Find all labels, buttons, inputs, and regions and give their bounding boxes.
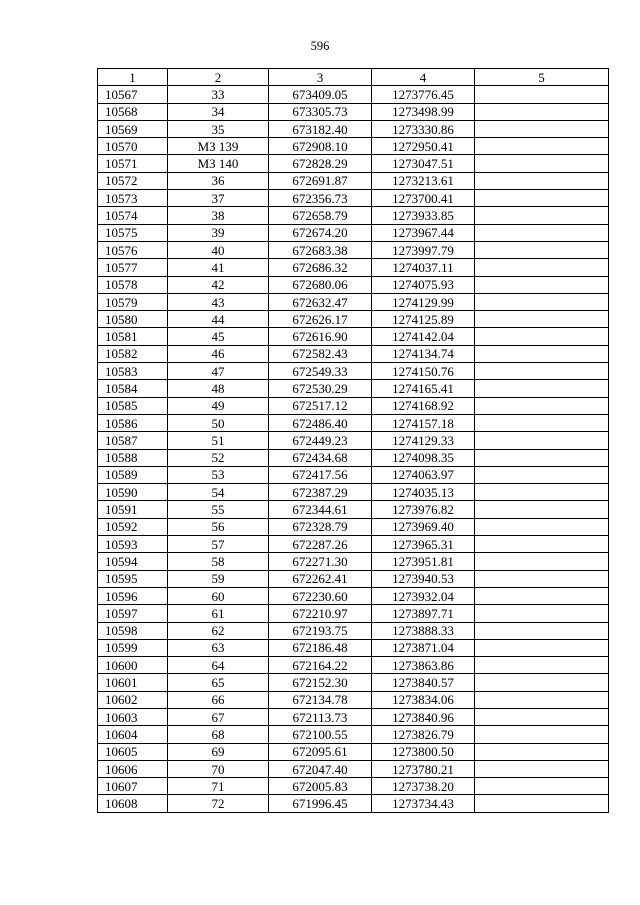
cell-y-coordinate: 1274037.11: [372, 259, 475, 276]
cell-point-id: МЗ 140: [168, 155, 269, 172]
cell-note: [475, 138, 609, 155]
cell-note: [475, 414, 609, 431]
cell-note: [475, 657, 609, 674]
table-row: [98, 778, 609, 795]
cell-row-number: 10587: [98, 432, 168, 449]
cell-x-coordinate: 672530.29: [269, 380, 372, 397]
cell-y-coordinate: 1273738.20: [372, 778, 475, 795]
cell-y-coordinate: 1273780.21: [372, 760, 475, 777]
cell-x-coordinate: 672686.32: [269, 259, 372, 276]
cell-point-id: 50: [168, 414, 269, 431]
cell-x-coordinate: 672658.79: [269, 207, 372, 224]
cell-note: [475, 795, 609, 812]
cell-point-id: 43: [168, 293, 269, 310]
cell-row-number: 10583: [98, 363, 168, 380]
cell-y-coordinate: 1274142.04: [372, 328, 475, 345]
table-row: [98, 120, 609, 137]
cell-point-id: 53: [168, 466, 269, 483]
cell-x-coordinate: 672691.87: [269, 172, 372, 189]
table-row: [98, 501, 609, 518]
cell-y-coordinate: 1273965.31: [372, 536, 475, 553]
cell-row-number: 10588: [98, 449, 168, 466]
cell-x-coordinate: 672344.61: [269, 501, 372, 518]
header-row: [98, 69, 609, 86]
cell-y-coordinate: 1273800.50: [372, 743, 475, 760]
cell-point-id: 69: [168, 743, 269, 760]
cell-row-number: 10571: [98, 155, 168, 172]
cell-y-coordinate: 1274150.76: [372, 363, 475, 380]
cell-row-number: 10573: [98, 190, 168, 207]
table-row: [98, 190, 609, 207]
cell-note: [475, 484, 609, 501]
cell-x-coordinate: 672230.60: [269, 587, 372, 604]
cell-x-coordinate: 673305.73: [269, 103, 372, 120]
cell-y-coordinate: 1273932.04: [372, 587, 475, 604]
cell-x-coordinate: 672582.43: [269, 345, 372, 362]
cell-point-id: 38: [168, 207, 269, 224]
cell-x-coordinate: 672417.56: [269, 466, 372, 483]
cell-note: [475, 501, 609, 518]
cell-x-coordinate: 672262.41: [269, 570, 372, 587]
cell-x-coordinate: 672486.40: [269, 414, 372, 431]
cell-y-coordinate: 1274129.99: [372, 293, 475, 310]
cell-note: [475, 674, 609, 691]
cell-point-id: 56: [168, 518, 269, 535]
table-body: [98, 86, 609, 812]
table-row: [98, 553, 609, 570]
cell-point-id: 49: [168, 397, 269, 414]
cell-point-id: 65: [168, 674, 269, 691]
table-row: [98, 691, 609, 708]
cell-row-number: 10604: [98, 726, 168, 743]
cell-point-id: 46: [168, 345, 269, 362]
cell-row-number: 10570: [98, 138, 168, 155]
cell-note: [475, 103, 609, 120]
cell-note: [475, 259, 609, 276]
cell-x-coordinate: 672626.17: [269, 311, 372, 328]
cell-x-coordinate: 672095.61: [269, 743, 372, 760]
cell-note: [475, 760, 609, 777]
header-col-4: 4: [372, 69, 475, 86]
cell-note: [475, 328, 609, 345]
cell-x-coordinate: 672186.48: [269, 639, 372, 656]
table-row: [98, 795, 609, 812]
cell-row-number: 10593: [98, 536, 168, 553]
table-row: [98, 172, 609, 189]
cell-point-id: 70: [168, 760, 269, 777]
cell-row-number: 10602: [98, 691, 168, 708]
cell-x-coordinate: 672549.33: [269, 363, 372, 380]
cell-note: [475, 397, 609, 414]
cell-note: [475, 311, 609, 328]
cell-note: [475, 345, 609, 362]
cell-row-number: 10608: [98, 795, 168, 812]
cell-x-coordinate: 672287.26: [269, 536, 372, 553]
cell-y-coordinate: 1274157.18: [372, 414, 475, 431]
cell-row-number: 10572: [98, 172, 168, 189]
cell-point-id: 63: [168, 639, 269, 656]
cell-row-number: 10601: [98, 674, 168, 691]
cell-note: [475, 466, 609, 483]
cell-row-number: 10578: [98, 276, 168, 293]
cell-row-number: 10577: [98, 259, 168, 276]
header-col-1: 1: [98, 69, 168, 86]
cell-row-number: 10595: [98, 570, 168, 587]
cell-x-coordinate: 672210.97: [269, 605, 372, 622]
cell-point-id: 54: [168, 484, 269, 501]
cell-y-coordinate: 1273940.53: [372, 570, 475, 587]
cell-row-number: 10569: [98, 120, 168, 137]
cell-point-id: 62: [168, 622, 269, 639]
cell-x-coordinate: 672113.73: [269, 708, 372, 725]
cell-point-id: 34: [168, 103, 269, 120]
table-row: [98, 155, 609, 172]
table-row: [98, 380, 609, 397]
table-row: [98, 259, 609, 276]
cell-note: [475, 587, 609, 604]
cell-row-number: 10580: [98, 311, 168, 328]
cell-x-coordinate: 672908.10: [269, 138, 372, 155]
cell-point-id: 37: [168, 190, 269, 207]
table-row: [98, 570, 609, 587]
cell-y-coordinate: 1273840.96: [372, 708, 475, 725]
cell-y-coordinate: 1273840.57: [372, 674, 475, 691]
table-row: [98, 328, 609, 345]
cell-point-id: 64: [168, 657, 269, 674]
table-row: [98, 414, 609, 431]
cell-x-coordinate: 672134.78: [269, 691, 372, 708]
cell-y-coordinate: 1274125.89: [372, 311, 475, 328]
cell-y-coordinate: 1273826.79: [372, 726, 475, 743]
cell-row-number: 10585: [98, 397, 168, 414]
table-row: [98, 276, 609, 293]
cell-point-id: 60: [168, 587, 269, 604]
cell-row-number: 10584: [98, 380, 168, 397]
cell-y-coordinate: 1273897.71: [372, 605, 475, 622]
cell-y-coordinate: 1274168.92: [372, 397, 475, 414]
cell-note: [475, 605, 609, 622]
cell-x-coordinate: 672683.38: [269, 241, 372, 258]
cell-point-id: 51: [168, 432, 269, 449]
cell-x-coordinate: 671996.45: [269, 795, 372, 812]
cell-note: [475, 190, 609, 207]
cell-note: [475, 518, 609, 535]
cell-note: [475, 743, 609, 760]
cell-point-id: 35: [168, 120, 269, 137]
cell-y-coordinate: 1273776.45: [372, 86, 475, 103]
cell-point-id: 40: [168, 241, 269, 258]
table-row: [98, 587, 609, 604]
cell-point-id: 48: [168, 380, 269, 397]
cell-x-coordinate: 672680.06: [269, 276, 372, 293]
cell-y-coordinate: 1273863.86: [372, 657, 475, 674]
cell-x-coordinate: 672164.22: [269, 657, 372, 674]
cell-row-number: 10579: [98, 293, 168, 310]
cell-y-coordinate: 1273888.33: [372, 622, 475, 639]
cell-point-id: МЗ 139: [168, 138, 269, 155]
table-row: [98, 345, 609, 362]
cell-note: [475, 778, 609, 795]
table-row: [98, 605, 609, 622]
cell-point-id: 45: [168, 328, 269, 345]
table-row: [98, 449, 609, 466]
cell-x-coordinate: 672828.29: [269, 155, 372, 172]
cell-row-number: 10591: [98, 501, 168, 518]
cell-row-number: 10603: [98, 708, 168, 725]
cell-point-id: 33: [168, 86, 269, 103]
table-row: [98, 311, 609, 328]
cell-y-coordinate: 1273969.40: [372, 518, 475, 535]
cell-y-coordinate: 1274098.35: [372, 449, 475, 466]
cell-note: [475, 207, 609, 224]
cell-x-coordinate: 672193.75: [269, 622, 372, 639]
table-row: [98, 241, 609, 258]
cell-x-coordinate: 672449.23: [269, 432, 372, 449]
header-col-3: 3: [269, 69, 372, 86]
cell-row-number: 10590: [98, 484, 168, 501]
cell-y-coordinate: 1274063.97: [372, 466, 475, 483]
header-col-5: 5: [475, 69, 609, 86]
cell-x-coordinate: 672674.20: [269, 224, 372, 241]
table-row: [98, 518, 609, 535]
cell-row-number: 10600: [98, 657, 168, 674]
cell-row-number: 10575: [98, 224, 168, 241]
cell-x-coordinate: 672100.55: [269, 726, 372, 743]
header-col-2: 2: [168, 69, 269, 86]
cell-point-id: 66: [168, 691, 269, 708]
cell-note: [475, 120, 609, 137]
cell-note: [475, 172, 609, 189]
cell-x-coordinate: 672632.47: [269, 293, 372, 310]
cell-point-id: 61: [168, 605, 269, 622]
cell-point-id: 71: [168, 778, 269, 795]
cell-point-id: 55: [168, 501, 269, 518]
table-row: [98, 536, 609, 553]
table-row: [98, 466, 609, 483]
cell-y-coordinate: 1273047.51: [372, 155, 475, 172]
cell-note: [475, 639, 609, 656]
page-number: 596: [310, 39, 330, 53]
table-row: [98, 86, 609, 103]
table-row: [98, 726, 609, 743]
cell-point-id: 52: [168, 449, 269, 466]
table-row: [98, 293, 609, 310]
table-row: [98, 674, 609, 691]
cell-row-number: 10574: [98, 207, 168, 224]
cell-note: [475, 691, 609, 708]
cell-row-number: 10576: [98, 241, 168, 258]
cell-y-coordinate: 1273834.06: [372, 691, 475, 708]
cell-x-coordinate: 673182.40: [269, 120, 372, 137]
cell-row-number: 10596: [98, 587, 168, 604]
cell-note: [475, 293, 609, 310]
cell-note: [475, 708, 609, 725]
cell-point-id: 44: [168, 311, 269, 328]
table-row: [98, 760, 609, 777]
table-row: [98, 138, 609, 155]
table-row: [98, 224, 609, 241]
cell-row-number: 10594: [98, 553, 168, 570]
cell-y-coordinate: 1273734.43: [372, 795, 475, 812]
cell-x-coordinate: 672271.30: [269, 553, 372, 570]
cell-row-number: 10592: [98, 518, 168, 535]
table-row: [98, 432, 609, 449]
cell-note: [475, 380, 609, 397]
cell-x-coordinate: 672434.68: [269, 449, 372, 466]
cell-row-number: 10597: [98, 605, 168, 622]
cell-note: [475, 553, 609, 570]
cell-point-id: 59: [168, 570, 269, 587]
cell-note: [475, 536, 609, 553]
coordinates-table: [97, 68, 609, 813]
cell-row-number: 10598: [98, 622, 168, 639]
cell-point-id: 47: [168, 363, 269, 380]
table-row: [98, 103, 609, 120]
cell-row-number: 10605: [98, 743, 168, 760]
cell-point-id: 42: [168, 276, 269, 293]
cell-y-coordinate: 1274035.13: [372, 484, 475, 501]
cell-point-id: 36: [168, 172, 269, 189]
cell-x-coordinate: 672152.30: [269, 674, 372, 691]
cell-y-coordinate: 1273976.82: [372, 501, 475, 518]
cell-note: [475, 224, 609, 241]
cell-note: [475, 432, 609, 449]
cell-row-number: 10581: [98, 328, 168, 345]
cell-row-number: 10589: [98, 466, 168, 483]
cell-y-coordinate: 1274165.41: [372, 380, 475, 397]
cell-y-coordinate: 1273330.86: [372, 120, 475, 137]
cell-note: [475, 726, 609, 743]
cell-x-coordinate: 672047.40: [269, 760, 372, 777]
table-row: [98, 708, 609, 725]
cell-point-id: 41: [168, 259, 269, 276]
cell-point-id: 39: [168, 224, 269, 241]
cell-x-coordinate: 672005.83: [269, 778, 372, 795]
table-row: [98, 622, 609, 639]
cell-note: [475, 276, 609, 293]
cell-y-coordinate: 1274075.93: [372, 276, 475, 293]
cell-x-coordinate: 672387.29: [269, 484, 372, 501]
cell-point-id: 58: [168, 553, 269, 570]
cell-point-id: 68: [168, 726, 269, 743]
cell-point-id: 72: [168, 795, 269, 812]
cell-row-number: 10599: [98, 639, 168, 656]
cell-y-coordinate: 1273967.44: [372, 224, 475, 241]
cell-note: [475, 155, 609, 172]
cell-x-coordinate: 673409.05: [269, 86, 372, 103]
cell-note: [475, 86, 609, 103]
cell-y-coordinate: 1273700.41: [372, 190, 475, 207]
cell-note: [475, 363, 609, 380]
table-row: [98, 484, 609, 501]
cell-y-coordinate: 1273951.81: [372, 553, 475, 570]
table-header: [98, 69, 609, 86]
cell-row-number: 10568: [98, 103, 168, 120]
cell-row-number: 10586: [98, 414, 168, 431]
cell-note: [475, 570, 609, 587]
cell-row-number: 10567: [98, 86, 168, 103]
cell-x-coordinate: 672616.90: [269, 328, 372, 345]
cell-y-coordinate: 1273997.79: [372, 241, 475, 258]
table-row: [98, 639, 609, 656]
cell-y-coordinate: 1272950.41: [372, 138, 475, 155]
table-row: [98, 657, 609, 674]
cell-x-coordinate: 672328.79: [269, 518, 372, 535]
cell-point-id: 57: [168, 536, 269, 553]
table-row: [98, 397, 609, 414]
cell-note: [475, 241, 609, 258]
table-row: [98, 207, 609, 224]
cell-y-coordinate: 1273498.99: [372, 103, 475, 120]
cell-y-coordinate: 1274129.33: [372, 432, 475, 449]
cell-y-coordinate: 1273933.85: [372, 207, 475, 224]
table-row: [98, 743, 609, 760]
cell-x-coordinate: 672517.12: [269, 397, 372, 414]
cell-y-coordinate: 1273871.04: [372, 639, 475, 656]
cell-row-number: 10606: [98, 760, 168, 777]
cell-x-coordinate: 672356.73: [269, 190, 372, 207]
cell-note: [475, 622, 609, 639]
cell-row-number: 10607: [98, 778, 168, 795]
cell-y-coordinate: 1274134.74: [372, 345, 475, 362]
table-row: [98, 363, 609, 380]
cell-y-coordinate: 1273213.61: [372, 172, 475, 189]
cell-note: [475, 449, 609, 466]
cell-row-number: 10582: [98, 345, 168, 362]
cell-point-id: 67: [168, 708, 269, 725]
